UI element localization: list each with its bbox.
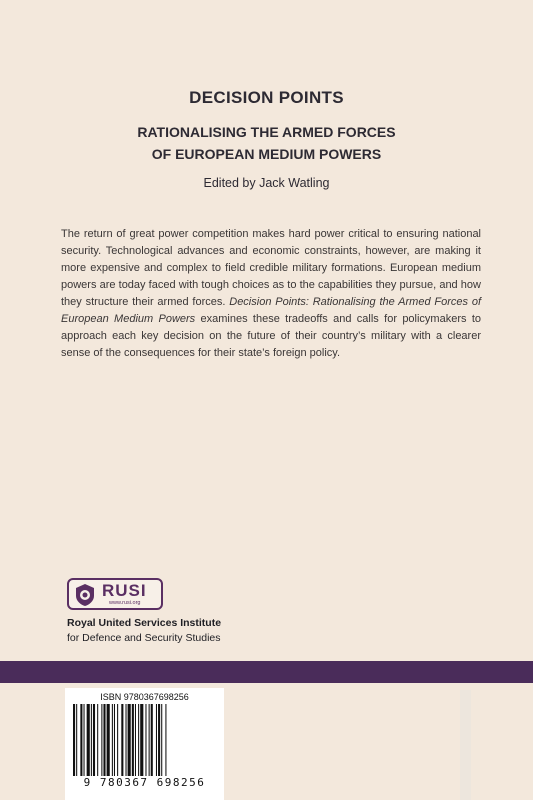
barcode-bar [138,704,139,776]
rusi-crest-icon [74,583,96,607]
barcode-bar [117,704,118,776]
barcode-bar [80,704,82,776]
logo-url: www.rusi.org [109,600,141,606]
book-title: DECISION POINTS [189,88,344,107]
barcode-bar [101,704,102,776]
barcode-bar [156,704,157,776]
barcode-bar [121,704,123,776]
publisher-name: Royal United Services Institute [67,617,222,629]
barcode-bar [114,704,115,776]
barcode-bar [103,704,105,776]
rusi-logo [67,578,163,610]
barcode-bar [145,704,146,776]
barcode-bar [165,704,166,776]
blurb-paragraph [61,226,481,362]
subtitle-line-2: OF EUROPEAN MEDIUM POWERS [151,146,382,162]
purple-band [0,661,533,683]
barcode-bar [91,704,92,776]
barcode-digits: 9 780367 698256 [83,776,206,789]
barcode-bar [132,704,134,776]
barcode-bar [149,704,150,776]
blurb-book-title-italic: Decision Points: Rationalising the Armed Forces of European Medium Powers [61,296,481,325]
barcode-area [65,688,224,800]
barcode-bar [76,704,77,776]
blurb-text-part2: examines these tradeoffs and calls for policymakers to approach each key decision on the future of their country’s military with a clearer sense of the consequences for their state’s foreign policy. [61,313,482,359]
barcode-bar [126,704,127,776]
barcode-bar [135,704,136,776]
barcode-bar [112,704,113,776]
isbn-label: ISBN 9780367698256 [100,692,189,702]
barcode-bar [97,704,98,776]
blurb-text-part1: The return of great power competition makes hard power critical to ensuring national security. Technological advances and economic constraints, however, are making it more expensive and complex to field credible military formations. European medium powers are today faced with tough choices as to the capabilities they pursue, and how they structure their armed forces. [61,228,481,308]
publisher-subtitle: for Defence and Security Studies [67,632,221,644]
barcode-bar [107,704,110,776]
barcode-bars [73,704,218,776]
barcode-bar [73,704,75,776]
editor-credit: Edited by Jack Watling [203,176,330,190]
book-subtitle [0,121,533,165]
barcode-bar [87,704,90,776]
barcode-bar [161,704,162,776]
logo-wordmark: RUSI [102,581,147,600]
barcode-bar [158,704,160,776]
barcode-bar [128,704,131,776]
subtitle-line-1: RATIONALISING THE ARMED FORCES [137,124,396,140]
spine-strip [460,690,471,800]
barcode-bar [84,704,85,776]
barcode-bar [151,704,153,776]
barcode-bar [140,704,143,776]
barcode-bar [93,704,95,776]
